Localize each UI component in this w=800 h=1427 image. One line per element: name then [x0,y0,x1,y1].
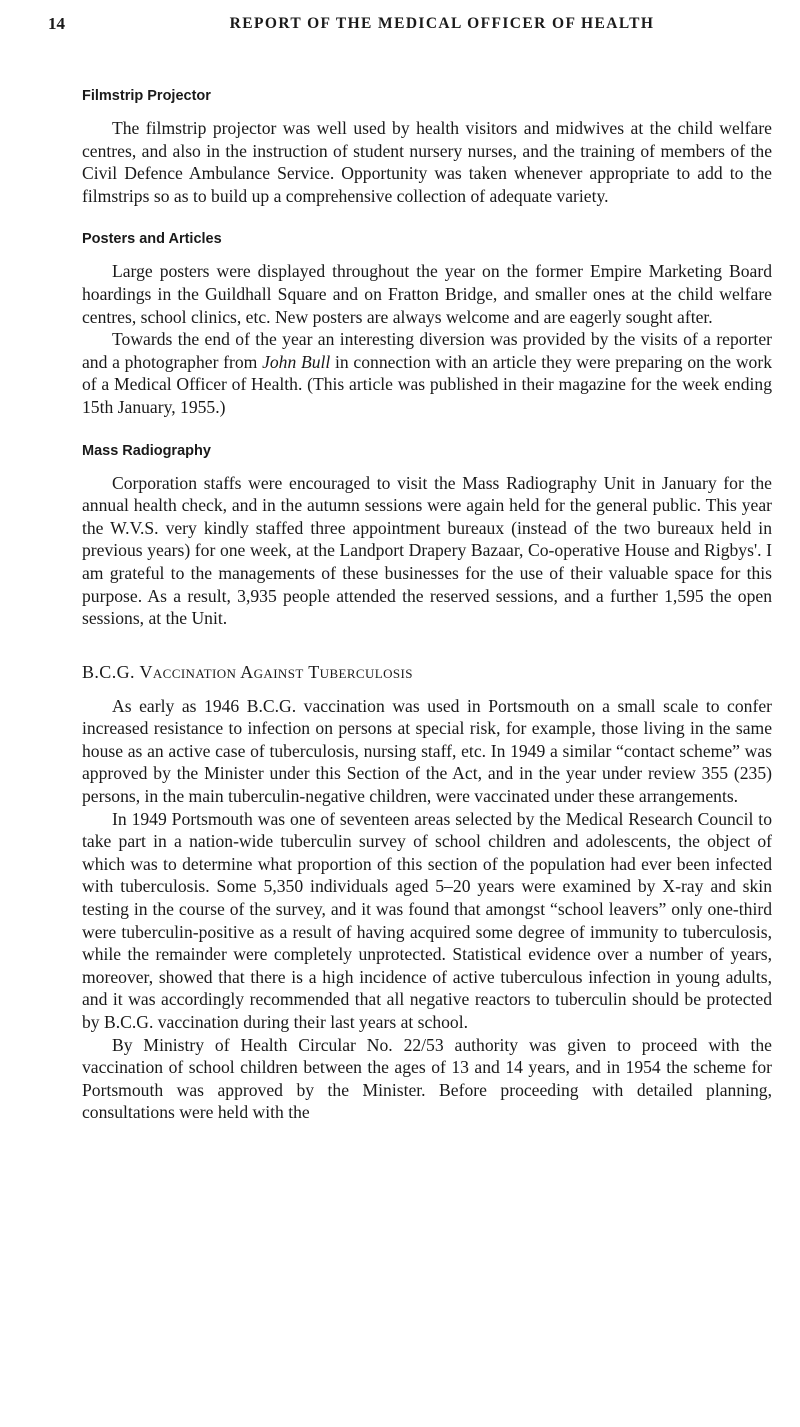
section-heading: Mass Radiography [82,442,211,459]
section-filmstrip-projector [82,88,772,207]
section-heading: Filmstrip Projector [82,88,211,104]
chapter-heading-text: B.C.G. Vaccination Against Tuberculosis [82,661,413,682]
report-title: REPORT OF THE MEDICAL OFFICER OF HEALTH [229,15,655,32]
paragraph: In 1949 Portsmouth was one of seventeen areas selected by the Medical Research Council to take part in a nation-wide tuberculin survey of school children and adolescents, the object of which was to determine what proportion of this section of the population had ever been infected with tuberculosis. Some 5,350 individuals aged 5–20 years were examined by X-ray and skin testing in the course of the survey, and it was found that amongst “school leavers” only one-third were tuberculin-positive as a result of having acquired some degree of immunity to tuberculosis, while the remainder were completely unprotected. Statistical evidence over a number of years, moreover, showed that there is a high incidence of active tuberculous infection in young adults, and it was accordingly recommended that all negative reactors to tuberculin should be protected by B.C.G. vaccination during their last years at school. [82,808,772,1032]
running-header [48,14,756,40]
paragraph: As early as 1946 B.C.G. vaccination was used in Portsmouth on a small scale to confer increased resistance to infection on persons at special risk, for example, those living in the same house as an active case of tuberculosis, nursing staff, etc. In 1949 a similar “contact scheme” was approved by the Minister under this Section of the Act, and in the year under review 355 (235) persons, in the main tuberculin-negative children, were vaccinated under these arrangements. [82,695,772,807]
paragraph: Corporation staffs were encouraged to visit the Mass Radiography Unit in January for the annual health check, and in the autumn sessions were again held for the general public. This year the W.V.S. very kindly staffed three appointment bureaux (instead of the two bureaux held in previous years) for one week, at the Landport Drapery Bazaar, Co-operative House and Rigbys'. I am grateful to the managements of these businesses for the use of their valuable space for this purpose. As a result, 3,935 people attended the reserved sessions, and a further 1,595 the open sessions, at the Unit. [82,472,772,629]
page-body [82,88,772,1142]
paragraph: Large posters were displayed throughout the year on the former Empire Marketing Board hoardings in the Guildhall Square and on Fratton Bridge, and smaller ones at the child welfare centres, school clinics, etc. New posters are always welcome and are eagerly sought after. [82,261,772,327]
section-posters-and-articles [82,231,772,418]
paragraph-john-bull [82,328,772,418]
publication-title: John Bull [262,351,331,372]
section-mass-radiography [82,443,772,630]
page-number: 14 [48,14,65,33]
chapter-heading [82,662,772,683]
paragraph: The filmstrip projector was well used by health visitors and midwives at the child welfare centres, and also in the instruction of student nursery nurses, and the training of members of the Civil Defence Ambulance Service. Opportunity was taken whenever appropriate to add to the filmstrips so as to build up a comprehensive collection of adequate variety. [82,118,772,206]
paragraph: By Ministry of Health Circular No. 22/53 authority was given to proceed with the vaccination of school children between the ages of 13 and 14 years, and in 1954 the scheme for Portsmouth was approved by the Minister. Before proceeding with detailed planning, consultations were held with the [82,1034,772,1123]
paragraph-text: Towards the end of the year an interesting diversion was provided by the visits of a reporter and a photographer from [82,329,772,372]
section-heading: Posters and Articles [82,231,222,248]
section-bcg-vaccination [82,662,772,1124]
paragraph-text: in connection with an article they were preparing on the work of a Medical Officer of Health. (This article was published in their magazine for the week ending 15th January, 1955.) [82,351,772,417]
